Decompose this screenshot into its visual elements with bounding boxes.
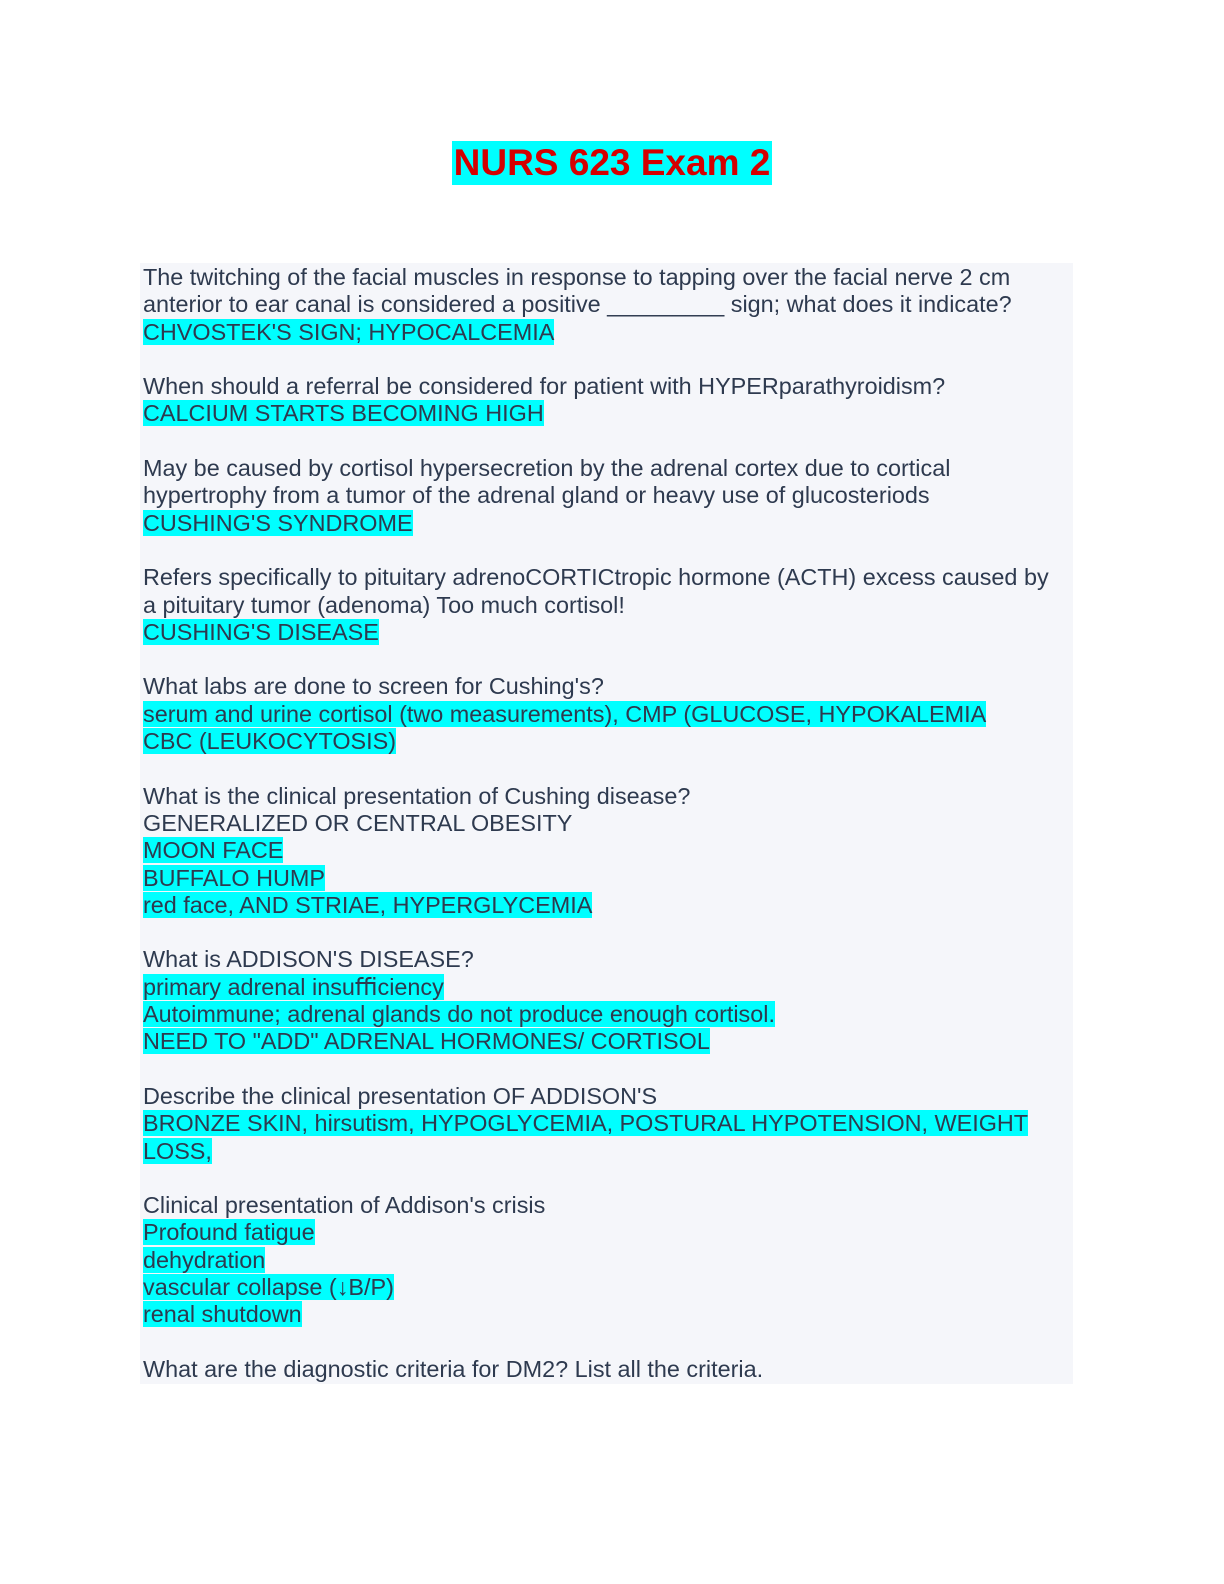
qa-item <box>143 783 1069 919</box>
highlighted-answer-text: LOSS, <box>143 1137 212 1164</box>
answer-line <box>143 1138 1069 1165</box>
question-text: May be caused by cortisol hypersecretion by the adrenal cortex due to cortical <box>143 455 951 482</box>
qa-item <box>143 1356 1069 1383</box>
highlighted-answer-text: dehydration <box>143 1246 266 1273</box>
question-line <box>143 291 1069 318</box>
answer-line <box>143 865 1069 892</box>
highlighted-answer-text: renal shutdown <box>143 1301 302 1328</box>
question-text: Refers specifically to pituitary adrenoCORTICtropic hormone (ACTH) excess caused by <box>143 564 1049 591</box>
highlighted-answer-text: serum and urine cortisol (two measurements), CMP (GLUCOSE, HYPOKALEMIA <box>143 700 987 727</box>
qa-item <box>143 373 1069 428</box>
question-text: a pituitary tumor (adenoma) Too much cortisol! <box>143 591 625 618</box>
title-container <box>0 141 1224 185</box>
highlighted-answer-text: CBC (LEUKOCYTOSIS) <box>143 728 397 755</box>
highlighted-answer-text: CUSHING'S DISEASE <box>143 618 379 645</box>
question-line <box>143 1083 1069 1110</box>
answer-line <box>143 510 1069 537</box>
qa-item <box>143 673 1069 755</box>
question-line <box>143 373 1069 400</box>
question-line <box>143 946 1069 973</box>
question-line <box>143 482 1069 509</box>
question-line <box>143 455 1069 482</box>
highlighted-answer-text: Profound fatigue <box>143 1219 315 1246</box>
question-text: hypertrophy from a tumor of the adrenal gland or heavy use of glucosteriods <box>143 482 930 509</box>
qa-item <box>143 455 1069 537</box>
highlighted-answer-text: Autoimmune; adrenal glands do not produce enough cortisol. <box>143 1001 775 1028</box>
answer-line <box>143 400 1069 427</box>
qa-item <box>143 1083 1069 1165</box>
question-text: What is ADDISON'S DISEASE? <box>143 946 474 973</box>
answer-line <box>143 1301 1069 1328</box>
question-text: Clinical presentation of Addison's crisis <box>143 1192 546 1219</box>
answer-line <box>143 1001 1069 1028</box>
qa-content <box>140 263 1073 1384</box>
question-text: What are the diagnostic criteria for DM2? List all the criteria. <box>143 1355 764 1382</box>
question-line <box>143 592 1069 619</box>
question-text: The twitching of the facial muscles in response to tapping over the facial nerve 2 cm <box>143 264 1011 290</box>
answer-line <box>143 810 1069 837</box>
question-text: Describe the clinical presentation OF ADDISON'S <box>143 1082 658 1109</box>
qa-item <box>143 1192 1069 1328</box>
answer-line <box>143 701 1069 728</box>
answer-line <box>143 837 1069 864</box>
answer-text: GENERALIZED OR CENTRAL OBESITY <box>143 809 573 836</box>
answer-line <box>143 1219 1069 1246</box>
answer-line <box>143 892 1069 919</box>
answer-line <box>143 319 1069 346</box>
question-text: What is the clinical presentation of Cushing disease? <box>143 782 691 809</box>
answer-line <box>143 974 1069 1001</box>
answer-line <box>143 1028 1069 1055</box>
question-line <box>143 673 1069 700</box>
highlighted-answer-text: red face, AND STRIAE, HYPERGLYCEMIA <box>143 891 593 918</box>
question-line <box>143 564 1069 591</box>
qa-item <box>143 264 1069 346</box>
highlighted-answer-text: BRONZE SKIN, hirsutism, HYPOGLYCEMIA, POSTURAL HYPOTENSION, WEIGHT <box>143 1110 1029 1137</box>
highlighted-answer-text: CHVOSTEK'S SIGN; HYPOCALCEMIA <box>143 318 555 345</box>
question-line <box>143 1356 1069 1383</box>
document-title: NURS 623 Exam 2 <box>453 142 771 183</box>
highlighted-answer-text: BUFFALO HUMP <box>143 864 325 891</box>
highlighted-answer-text: MOON FACE <box>143 837 284 864</box>
answer-line <box>143 1110 1069 1137</box>
question-line <box>143 1192 1069 1219</box>
answer-line <box>143 1274 1069 1301</box>
highlighted-answer-text: vascular collapse (↓B/P) <box>143 1273 394 1300</box>
highlighted-answer-text: CUSHING'S SYNDROME <box>143 509 413 536</box>
highlighted-answer-text: primary adrenal insuﬃciency <box>143 973 444 1000</box>
highlighted-answer-text: CALCIUM STARTS BECOMING HIGH <box>143 400 544 427</box>
question-line <box>143 783 1069 810</box>
highlighted-answer-text: NEED TO "ADD" ADRENAL HORMONES/ CORTISOL <box>143 1028 710 1055</box>
answer-line <box>143 728 1069 755</box>
qa-item <box>143 564 1069 646</box>
qa-item <box>143 946 1069 1055</box>
question-text: When should a referral be considered for patient with HYPERparathyroidism? <box>143 373 946 400</box>
question-line <box>143 264 1069 291</box>
answer-line <box>143 1247 1069 1274</box>
question-text: anterior to ear canal is considered a positive _________ sign; what does it indicate? <box>143 291 1012 318</box>
answer-line <box>143 619 1069 646</box>
question-text: What labs are done to screen for Cushing's? <box>143 673 604 700</box>
